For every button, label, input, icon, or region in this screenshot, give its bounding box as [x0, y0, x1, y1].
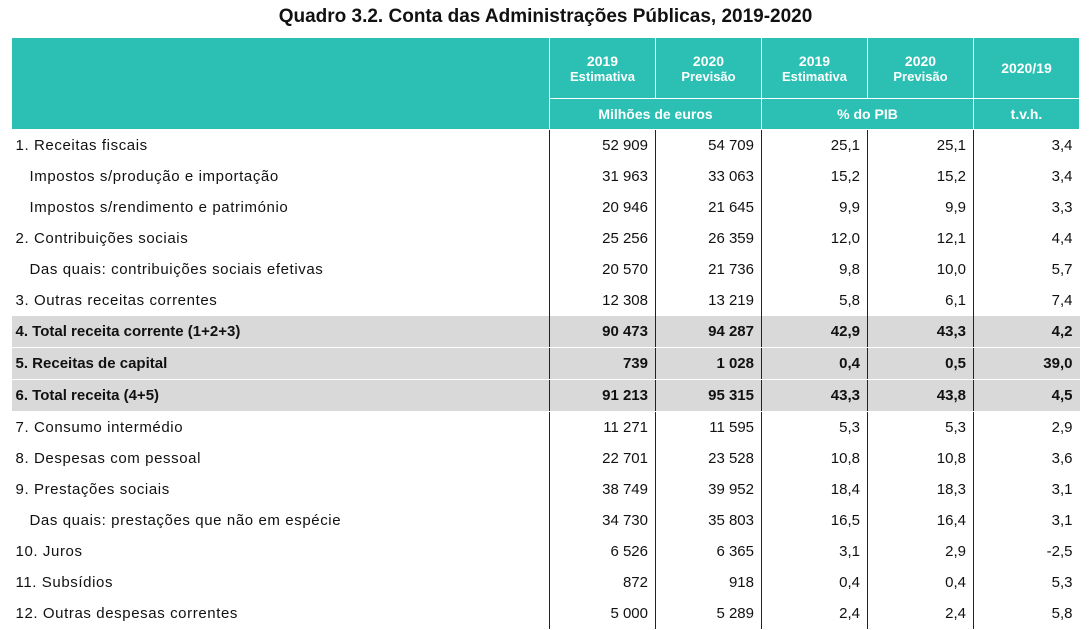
row-label: 2. Contribuições sociais	[15, 230, 189, 247]
row-value: 4,5	[974, 380, 1080, 412]
row-value: 90 473	[550, 316, 656, 348]
header-col-1	[550, 38, 656, 99]
header-sublabel: Previsão	[681, 68, 736, 84]
row-value: 18,3	[868, 474, 974, 505]
row-label: Impostos s/produção e importação	[29, 168, 279, 185]
table-row	[12, 567, 1080, 598]
row-value: 25,1	[868, 130, 974, 162]
row-value: 20 946	[550, 192, 656, 223]
row-value: 2,9	[868, 536, 974, 567]
row-value: 7,4	[974, 285, 1080, 316]
row-value: 10,8	[868, 443, 974, 474]
row-value: 0,4	[868, 567, 974, 598]
row-value: 5 289	[656, 598, 762, 629]
row-value: 5,3	[974, 567, 1080, 598]
row-label: 12. Outras despesas correntes	[15, 605, 239, 622]
row-value: 2,4	[868, 598, 974, 629]
table-row	[12, 474, 1080, 505]
header-col-5	[974, 38, 1080, 99]
row-value: 5,7	[974, 254, 1080, 285]
header-year: 2020/19	[1001, 60, 1052, 76]
row-value: 1 028	[656, 348, 762, 380]
row-value: 3,4	[974, 161, 1080, 192]
row-value: 6,1	[868, 285, 974, 316]
header-sublabel: Previsão	[893, 68, 948, 84]
table-row	[12, 316, 1080, 348]
row-value: 35 803	[656, 505, 762, 536]
table-row	[12, 285, 1080, 316]
row-value: 3,1	[974, 474, 1080, 505]
row-value: 3,6	[974, 443, 1080, 474]
row-value: 33 063	[656, 161, 762, 192]
units-tvh: t.v.h.	[974, 99, 1080, 130]
row-label: 4. Total receita corrente (1+2+3)	[12, 316, 550, 348]
units-euros: Milhões de euros	[550, 99, 762, 130]
header-col-2	[656, 38, 762, 99]
row-value: 10,0	[868, 254, 974, 285]
row-value: 2,4	[762, 598, 868, 629]
table-row	[12, 254, 1080, 285]
table-row	[12, 130, 1080, 162]
row-value: 5 000	[550, 598, 656, 629]
row-value: 0,4	[762, 567, 868, 598]
row-value: 4,2	[974, 316, 1080, 348]
row-label: 6. Total receita (4+5)	[12, 380, 550, 412]
row-label: 3. Outras receitas correntes	[15, 292, 218, 309]
header-label-cell	[12, 38, 550, 130]
row-label: Das quais: prestações que não em espécie	[29, 512, 342, 529]
row-value: 12,0	[762, 223, 868, 254]
header-row-years	[12, 38, 1080, 99]
row-value: 9,9	[762, 192, 868, 223]
units-pib: % do PIB	[762, 99, 974, 130]
row-value: 15,2	[868, 161, 974, 192]
row-value: 52 909	[550, 130, 656, 162]
row-value: 10,8	[762, 443, 868, 474]
row-value: 4,4	[974, 223, 1080, 254]
row-value: 3,1	[974, 505, 1080, 536]
row-label: 9. Prestações sociais	[15, 481, 170, 498]
row-value: 43,8	[868, 380, 974, 412]
row-value: 39 952	[656, 474, 762, 505]
row-value: 91 213	[550, 380, 656, 412]
row-value: -2,5	[974, 536, 1080, 567]
header-sublabel: Estimativa	[781, 68, 848, 84]
table-row	[12, 348, 1080, 380]
table-row	[12, 412, 1080, 444]
header-year: 2019	[586, 52, 619, 69]
row-label: 7. Consumo intermédio	[15, 419, 184, 436]
row-value: 739	[550, 348, 656, 380]
row-value: 5,8	[974, 598, 1080, 629]
table-row	[12, 380, 1080, 412]
row-value: 16,5	[762, 505, 868, 536]
row-value: 12,1	[868, 223, 974, 254]
row-value: 11 595	[656, 412, 762, 444]
row-value: 3,1	[762, 536, 868, 567]
row-value: 13 219	[656, 285, 762, 316]
row-value: 38 749	[550, 474, 656, 505]
row-value: 42,9	[762, 316, 868, 348]
row-value: 21 645	[656, 192, 762, 223]
table-row	[12, 223, 1080, 254]
header-year: 2020	[904, 52, 937, 69]
row-value: 94 287	[656, 316, 762, 348]
row-label: 11. Subsídios	[15, 574, 114, 591]
row-value: 18,4	[762, 474, 868, 505]
row-value: 20 570	[550, 254, 656, 285]
row-value: 2,9	[974, 412, 1080, 444]
row-value: 54 709	[656, 130, 762, 162]
row-value: 26 359	[656, 223, 762, 254]
row-value: 22 701	[550, 443, 656, 474]
table-body	[12, 130, 1080, 630]
row-value: 9,8	[762, 254, 868, 285]
header-year: 2020	[692, 52, 725, 69]
row-value: 39,0	[974, 348, 1080, 380]
row-value: 15,2	[762, 161, 868, 192]
row-value: 11 271	[550, 412, 656, 444]
row-label: 5. Receitas de capital	[12, 348, 550, 380]
row-value: 3,4	[974, 130, 1080, 162]
row-label: 10. Juros	[15, 543, 83, 560]
table-title: Quadro 3.2. Conta das Administrações Públicas, 2019-2020	[278, 6, 813, 27]
row-value: 6 365	[656, 536, 762, 567]
row-value: 0,5	[868, 348, 974, 380]
row-value: 5,8	[762, 285, 868, 316]
header-col-3	[762, 38, 868, 99]
row-value: 23 528	[656, 443, 762, 474]
table-row	[12, 443, 1080, 474]
row-value: 43,3	[762, 380, 868, 412]
row-label: Impostos s/rendimento e património	[29, 199, 289, 216]
header-sublabel: Estimativa	[569, 68, 636, 84]
header-year: 2019	[798, 52, 831, 69]
row-value: 31 963	[550, 161, 656, 192]
row-value: 872	[550, 567, 656, 598]
row-value: 9,9	[868, 192, 974, 223]
government-accounts-table	[11, 37, 1080, 629]
table-row	[12, 161, 1080, 192]
row-value: 21 736	[656, 254, 762, 285]
header-col-4	[868, 38, 974, 99]
row-value: 918	[656, 567, 762, 598]
row-value: 12 308	[550, 285, 656, 316]
table-row	[12, 505, 1080, 536]
table-row	[12, 598, 1080, 629]
row-value: 5,3	[868, 412, 974, 444]
row-value: 16,4	[868, 505, 974, 536]
row-value: 25,1	[762, 130, 868, 162]
row-value: 95 315	[656, 380, 762, 412]
table-row	[12, 192, 1080, 223]
row-value: 34 730	[550, 505, 656, 536]
table-row	[12, 536, 1080, 567]
row-value: 43,3	[868, 316, 974, 348]
row-value: 0,4	[762, 348, 868, 380]
row-value: 6 526	[550, 536, 656, 567]
row-label: 8. Despesas com pessoal	[15, 450, 202, 467]
row-label: Das quais: contribuições sociais efetivas	[29, 261, 324, 278]
row-value: 25 256	[550, 223, 656, 254]
row-value: 3,3	[974, 192, 1080, 223]
row-value: 5,3	[762, 412, 868, 444]
row-label: 1. Receitas fiscais	[15, 137, 148, 154]
